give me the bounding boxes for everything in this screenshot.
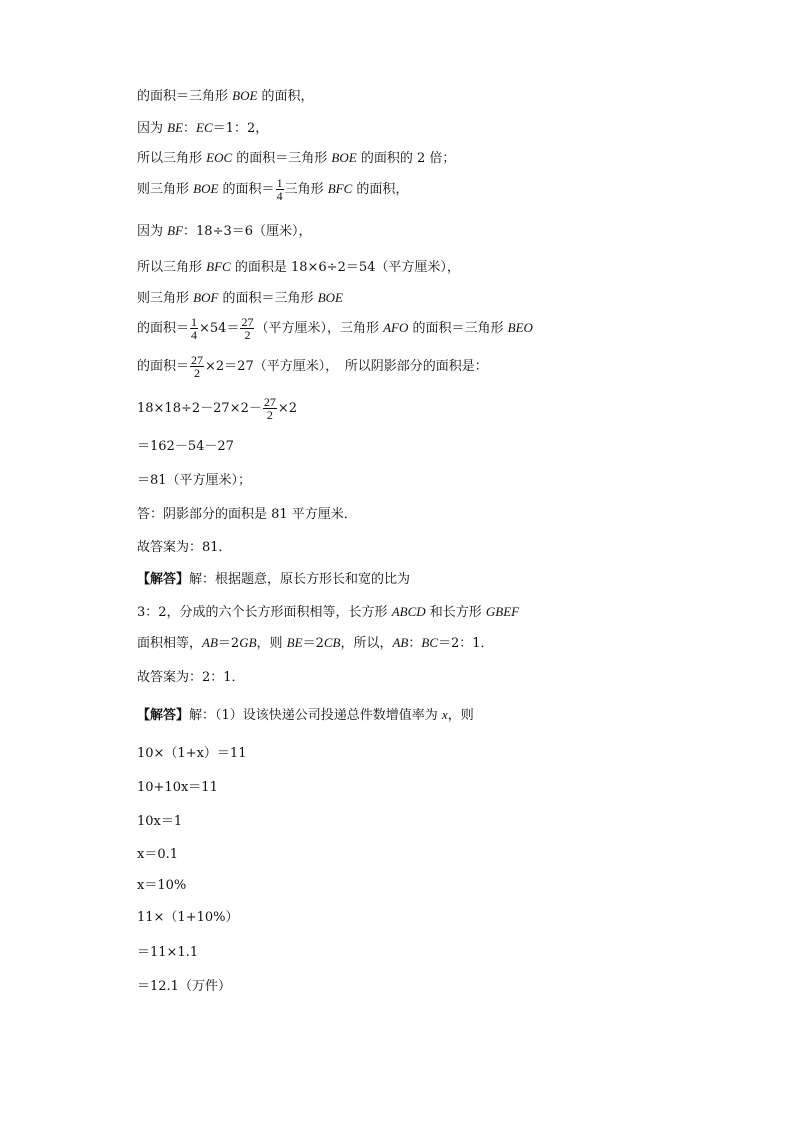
equation-line: ＝12.1（万件） [137, 979, 231, 994]
text: 所以三角形 [137, 151, 207, 166]
text: 的面积的 2 倍； [356, 151, 456, 166]
text: （平方厘米），三角形 [255, 321, 384, 336]
fraction-numerator: 27 [263, 395, 276, 409]
solution-line [137, 86, 314, 107]
segment-label: CB [323, 635, 341, 650]
triangle-label: EOC [206, 150, 233, 165]
solution-line: ＝162－54－27 [137, 439, 234, 454]
triangle-label: BOF [193, 290, 219, 305]
text: ，则 [256, 636, 287, 651]
solution-line [137, 316, 533, 341]
text: 18×18÷2－27×2－ [137, 401, 262, 416]
equation-line: ＝11×1.1 [137, 945, 199, 960]
text: 的面积， [352, 182, 409, 197]
solution-line [137, 221, 312, 242]
segment-label: GB [239, 635, 257, 650]
triangle-label: BEO [507, 320, 533, 335]
segment-label: BE [167, 120, 184, 135]
solution-tag: 【解答】 [137, 572, 190, 587]
text: ＝1：2， [212, 121, 269, 136]
text: 解：根据题意，原长方形长和宽的比为 [189, 572, 411, 587]
text: ： [408, 636, 422, 651]
answer-line: 故答案为：81． [137, 540, 232, 555]
solution-line [137, 288, 343, 309]
triangle-label: BOE [331, 150, 357, 165]
equation-line: x＝10% [137, 878, 187, 893]
solution-line [137, 177, 408, 202]
rectangle-label: ABCD [391, 604, 426, 619]
fraction-numerator: 1 [276, 176, 283, 190]
solution-line [137, 148, 455, 169]
equation-line: x＝0.1 [137, 847, 179, 862]
text: ＝2 [217, 636, 240, 651]
text: ：18÷3＝6（厘米）， [183, 224, 312, 239]
segment-label: AB [202, 635, 218, 650]
triangle-label: BOE [193, 181, 219, 196]
variable-label: x [441, 707, 448, 722]
text: 的面积＝ [137, 359, 190, 374]
segment-label: BF [167, 223, 184, 238]
text: 解：（1）设该快递公司投递总件数增值率为 [189, 708, 442, 723]
text: 3：2，分成的六个长方形面积相等，长方形 [137, 605, 392, 620]
solution-line [137, 118, 268, 139]
text: 面积相等， [137, 636, 203, 651]
fraction [240, 316, 254, 341]
text: 和长方形 [425, 605, 486, 620]
solution-line [137, 396, 297, 421]
text: 的面积＝三角形 [137, 89, 233, 104]
segment-label: EC [196, 120, 213, 135]
text: 的面积＝三角形 [232, 151, 332, 166]
text: 的面积＝三角形 [218, 291, 318, 306]
fraction-denominator: 2 [244, 328, 251, 342]
fraction [190, 354, 204, 379]
text: ×2＝27（平方厘米）， 所以阴影部分的面积是： [205, 359, 488, 374]
triangle-label: AFO [383, 320, 409, 335]
text: ，所以， [340, 636, 393, 651]
text: 的面积＝三角形 [408, 321, 508, 336]
segment-label: BE [286, 635, 303, 650]
fraction-numerator: 27 [191, 353, 204, 367]
fraction-denominator: 2 [266, 408, 273, 422]
fraction-denominator: 4 [276, 189, 283, 203]
solution-header [137, 705, 474, 726]
text: ： [183, 121, 197, 136]
solution-line [137, 602, 519, 623]
text: 的面积， [257, 89, 314, 104]
fraction-denominator: 2 [194, 366, 201, 380]
fraction-numerator: 1 [191, 315, 198, 329]
solution-line [137, 633, 494, 654]
solution-header [137, 570, 410, 590]
text: ×54＝ [199, 321, 240, 336]
triangle-label: BOE [232, 88, 258, 103]
text: 则三角形 [137, 291, 194, 306]
equation-line: 10×（1+x）＝11 [137, 746, 247, 761]
text: 的面积是 18×6÷2＝54（平方厘米）， [230, 260, 460, 275]
answer-line: 答：阴影部分的面积是 81 平方厘米． [137, 507, 357, 522]
fraction-numerator: 27 [241, 315, 254, 329]
equation-line: 10+10x＝11 [137, 780, 218, 795]
fraction-denominator: 4 [191, 328, 198, 342]
triangle-label: BFC [206, 259, 231, 274]
fraction [190, 316, 198, 341]
answer-line: 故答案为：2：1． [137, 670, 245, 685]
text: ，则 [447, 708, 474, 723]
fraction [276, 177, 284, 202]
text: ×2 [277, 401, 298, 416]
text: 因为 [137, 224, 168, 239]
triangle-label: BOE [317, 290, 343, 305]
text: ＝2 [302, 636, 324, 651]
equation-line: 11×（1+10%） [137, 910, 239, 925]
text: 所以三角形 [137, 260, 207, 275]
solution-line: ＝81（平方厘米）； [137, 473, 252, 488]
triangle-label: BFC [327, 181, 353, 196]
text: 的面积＝ [218, 182, 275, 197]
segment-label: AB [392, 635, 409, 650]
text: 三角形 [284, 182, 328, 197]
solution-tag: 【解答】 [137, 708, 190, 723]
solution-line [137, 354, 488, 379]
rectangle-label: GBEF [485, 604, 520, 619]
text: ＝2：1． [438, 636, 494, 651]
text: 则三角形 [137, 182, 194, 197]
fraction [263, 396, 277, 421]
segment-label: BC [421, 635, 439, 650]
solution-line [137, 257, 460, 278]
equation-line: 10x＝1 [137, 814, 183, 829]
text: 的面积＝ [137, 321, 190, 336]
text: 因为 [137, 121, 168, 136]
